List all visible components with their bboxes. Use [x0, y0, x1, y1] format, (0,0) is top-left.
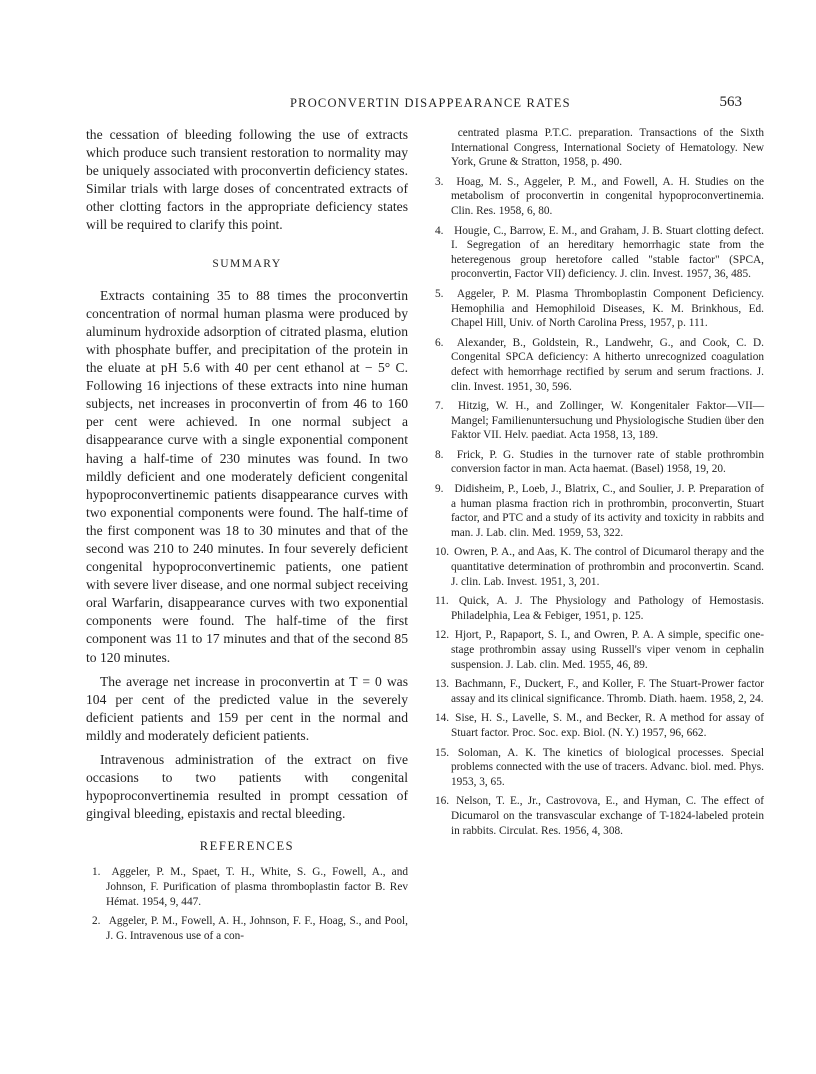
reference-item: [429, 224, 764, 282]
reference-number: 11.: [435, 595, 449, 608]
reference-number: 13.: [435, 678, 450, 691]
reference-text: Didisheim, P., Loeb, J., Blatrix, C., and Soulier, J. P. Preparation of a human plasma fraction rich in prothrombin, proconvertin, Stuart factor, and PTC and a study of its activity and toxicity in rabbits and man. J. Lab. clin. Med. 1959, 53, 322.: [451, 483, 765, 539]
reference-number: 2.: [92, 915, 101, 928]
reference-text: Sise, H. S., Lavelle, S. M., and Becker, R. A method for assay of Stuart factor. Proc. Soc. exp. Biol. (N. Y.) 1957, 96, 662.: [451, 712, 765, 739]
reference-number: 9.: [435, 483, 444, 496]
reference-item: [429, 399, 764, 443]
running-head: PROCONVERTIN DISAPPEARANCE RATES: [290, 96, 571, 110]
continued-paragraph: the cessation of bleeding following the use of extracts which produce such transient restoration to normality may be uniquely associated with proconvertin deficiency states. Similar trials with large doses of concentrated extracts of other clotting factors in the appropriate deficiency states will be required to clarify this point.: [86, 127, 408, 233]
reference-number: 6.: [435, 336, 444, 349]
reference-number: 10.: [435, 546, 450, 559]
summary-paragraph: Extracts containing 35 to 88 times the proconvertin concentration of normal human plasma were produced by aluminum hydroxide adsorption of citrated plasma, elution with phosphate buffer, and precipitation of the protein in the eluate at pH 5.6 with 40 per cent ethanol at − 5° C. Following 16 injections of these extracts into nine human subjects, net increases in proconvertin of from 46 to 160 per cent were achieved. In one normal subject a disappearance curve with a single exponential component having a half-time of 230 minutes was found. In two mildly deficient and one moderately deficient congenital hypoproconvertinemic patients disappearance curves with two exponential components were found. The half-time of the first component was 18 to 30 minutes and that of the second was 210 to 240 minutes. In four severely deficient congenital hypoproconvertinemic patients, one patient with severe liver disease, and one normal subject receiving oral Warfarin, disappearance curves with two exponential components were found. The half-time of the first component was 11 to 17 minutes and that of the second 85 to 120 minutes.: [86, 287, 408, 665]
reference-number: 12.: [435, 629, 450, 642]
reference-text: Aggeler, P. M., Spaet, T. H., White, S. G., Fowell, A., and Johnson, F. Purification of plasma thromboplastin factor B. Rev Hémat. 1954, 9, 447.: [106, 866, 408, 908]
summary-paragraph: The average net increase in proconvertin at T = 0 was 104 per cent of the predicted value in the severely deficient patients and 159 per cent in the normal and mildly and moderately deficient patients.: [86, 673, 408, 743]
right-column: [429, 126, 764, 843]
reference-number: 15.: [435, 746, 450, 759]
reference-number: 8.: [435, 448, 444, 461]
reference-number: 5.: [435, 287, 444, 300]
reference-text: Frick, P. G. Studies in the turnover rate of stable prothrombin conversion factor in man. Acta haemat. (Basel) 1958, 19, 20.: [451, 448, 765, 476]
reference-text: Aggeler, P. M., Fowell, A. H., Johnson, F. F., Hoag, S., and Pool, J. G. Intravenous use of a con-: [106, 915, 408, 942]
reference-item: [429, 126, 764, 170]
reference-item: [429, 746, 764, 790]
reference-item: [429, 594, 764, 623]
reference-item: [429, 482, 764, 540]
reference-number: 1.: [92, 866, 101, 879]
summary-paragraph: Intravenous administration of the extract on five occasions to two patients with congenital hypoproconvertinemia resulted in prompt cessation of gingival bleeding, epistaxis and rectal bleeding.: [86, 752, 408, 822]
left-column: [86, 126, 408, 948]
reference-text: Soloman, A. K. The kinetics of biological processes. Special problems connected with the use of tracers. Advanc. biol. med. Phys. 1953, 3, 65.: [451, 746, 764, 788]
reference-item: [429, 794, 764, 838]
reference-text: Quick, A. J. The Physiology and Pathology of Hemostasis. Philadelphia, Lea & Febiger, 1951, p. 125.: [451, 595, 765, 622]
reference-text: Hitzig, W. H., and Zollinger, W. Kongenitaler Faktor—VII—Mangel; Familienuntersuchung und Physiologische Studien über den Faktor VII. Helv. paediat. Acta 1958, 13, 189.: [451, 400, 765, 442]
reference-text: Hjort, P., Rapaport, S. I., and Owren, P. A. A simple, specific one-stage prothrombin assay using Russell's viper venom in cephalin suspension. J. Lab. clin. Med. 1955, 46, 89.: [451, 629, 764, 671]
reference-item: [429, 287, 764, 331]
reference-text: Hoag, M. S., Aggeler, P. M., and Fowell, A. H. Studies on the metabolism of proconvertin in congenital hypoproconvertinemia. Clin. Res. 1958, 6, 80.: [451, 175, 764, 217]
reference-text: Bachmann, F., Duckert, F., and Koller, F. The Stuart-Prower factor assay and its clinical significance. Thromb. Diath. haem. 1958, 2, 24.: [451, 678, 764, 705]
reference-number: 16.: [435, 795, 450, 808]
reference-text: Aggeler, P. M. Plasma Thromboplastin Component Deficiency. Hemophilia and Hemophiloid Diseases, K. M. Brinkhous, Ed. Chapel Hill, Univ. of North Carolina Press, 1957, p. 111.: [451, 287, 764, 330]
reference-text: Owren, P. A., and Aas, K. The control of Dicumarol therapy and the quantitative determination of prothrombin and proconvertin. Scand. J. clin. Lab. Invest. 1951, 3, 201.: [451, 546, 765, 588]
reference-text: centrated plasma P.T.C. preparation. Transactions of the Sixth International Congress, International Society of Hematology. New York, Grune & Stratton, 1958, p. 490.: [451, 127, 764, 169]
summary-heading: SUMMARY: [212, 257, 282, 270]
reference-item: [86, 865, 408, 909]
reference-item: [86, 914, 408, 943]
reference-number: 4.: [435, 224, 444, 237]
reference-number: 14.: [435, 712, 450, 725]
references-heading: REFERENCES: [199, 839, 295, 854]
reference-text: Hougie, C., Barrow, E. M., and Graham, J. B. Stuart clotting defect. I. Segregation of an hereditary hemorrhagic state from the heteregenous group heretofore called "stable factor" (SPCA, proconvertin, Factor VII) deficiency. J. clin. Invest. 1957, 36, 485.: [451, 224, 765, 281]
reference-item: [429, 545, 764, 589]
reference-item: [429, 336, 764, 394]
reference-number: 3.: [435, 175, 444, 188]
reference-item: [429, 677, 764, 706]
page-number: 563: [719, 94, 742, 110]
reference-number: 7.: [435, 400, 444, 413]
reference-item: [429, 175, 764, 219]
reference-item: [429, 711, 764, 740]
reference-text: Alexander, B., Goldstein, R., Landwehr, G., and Cook, C. D. Congenital SPCA deficiency: A hitherto unrecognized coagulation defect with hemorrhage rectified by serum and serum fractions. J. clin. Invest. 1951, 30, 596.: [451, 336, 764, 393]
reference-text: Nelson, T. E., Jr., Castrovova, E., and Hyman, C. The effect of Dicumarol on the transvascular exchange of T-1824-labeled protein in rabbits. Circulat. Res. 1956, 4, 308.: [451, 795, 764, 837]
reference-item: [429, 628, 764, 672]
reference-item: [429, 448, 764, 477]
